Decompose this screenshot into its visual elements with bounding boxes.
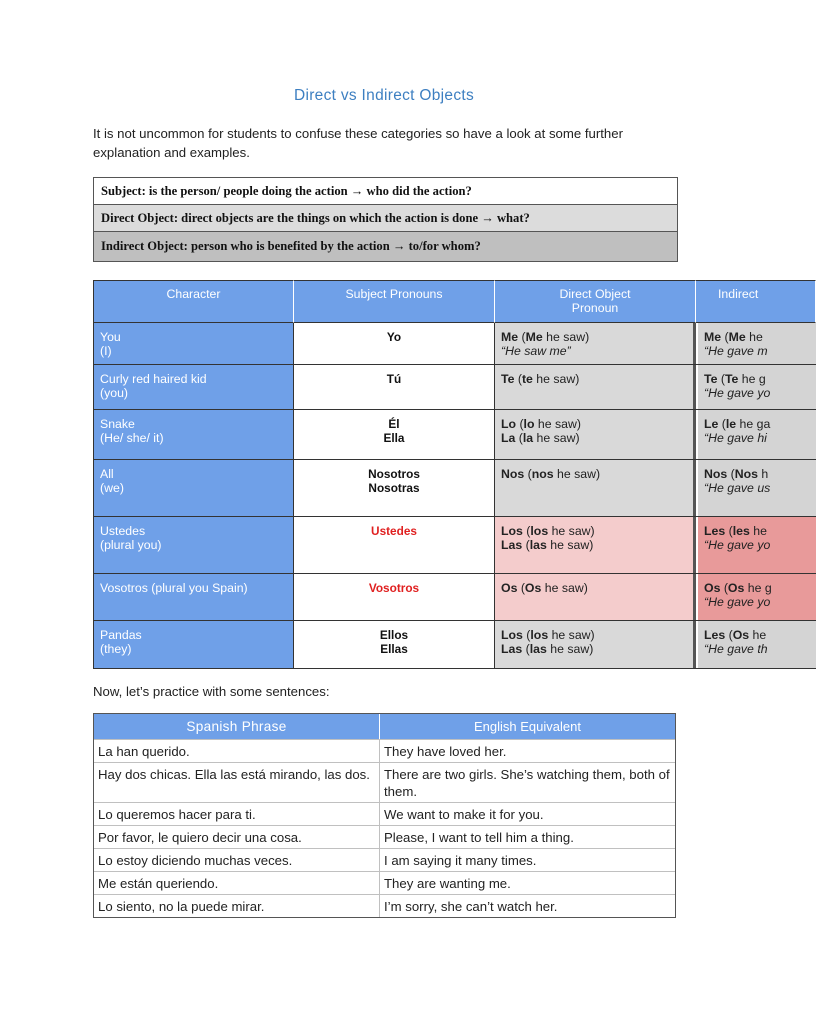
table-row: [94, 762, 675, 802]
spanish-phrase-cell: Me están queriendo.: [94, 872, 380, 894]
pronoun-row: [93, 460, 816, 517]
header-english-equivalent: English Equivalent: [380, 714, 675, 739]
cell-indirect-object-line: “He gave m: [704, 344, 768, 358]
header-spanish-phrase: Spanish Phrase: [94, 714, 380, 739]
sentence-table-header: [94, 714, 675, 739]
english-equivalent-cell: I’m sorry, she can’t watch her.: [384, 899, 558, 914]
cell-direct-object: [495, 621, 696, 668]
cell-character: [93, 410, 294, 459]
cell-character: [93, 517, 294, 573]
cell-direct-object-line: Los (los he saw): [501, 628, 595, 642]
pronoun-row: [93, 517, 816, 574]
practice-label: Now, let’s practice with some sentences:: [93, 684, 330, 699]
cell-subject-pronoun-line: Vosotros: [368, 581, 420, 595]
spanish-phrase-cell: Lo siento, no la puede mirar.: [94, 895, 380, 917]
cell-character-line: (they): [100, 642, 132, 656]
cell-character-line: Curly red haired kid: [100, 372, 207, 386]
cell-character-line: (we): [100, 481, 124, 495]
table-row: [94, 871, 675, 894]
cell-indirect-object-line: “He gave yo: [704, 538, 771, 552]
table-row: [94, 739, 675, 762]
spanish-phrase-cell: Hay dos chicas. Ella las está mirando, las dos.: [94, 763, 380, 802]
pronoun-table: [93, 280, 783, 670]
cell-indirect-object-line: Te (Te he g: [704, 372, 766, 386]
english-equivalent-cell: We want to make it for you.: [384, 807, 544, 822]
cell-subject-pronoun-line: Ella: [383, 431, 405, 445]
cell-subject-pronoun-line: Ustedes: [371, 524, 417, 538]
definitions-table: [93, 177, 678, 262]
english-equivalent-cell: There are two girls. She’s watching them, both of them.: [384, 767, 670, 799]
table-row: [94, 802, 675, 825]
cell-direct-object: [495, 460, 696, 516]
table-row: [94, 848, 675, 871]
pronoun-row: [93, 410, 816, 460]
definition-direct-object: Direct Object: direct objects are the things on which the action is done → what?: [94, 205, 677, 232]
cell-direct-object-line: “He saw me”: [501, 344, 571, 358]
spanish-phrase-cell: La han querido.: [94, 740, 380, 762]
cell-character-line: Snake: [100, 417, 135, 431]
cell-indirect-object-line: Les (les he: [704, 524, 767, 538]
cell-character-line: Ustedes: [100, 524, 146, 538]
header-character: Character: [93, 280, 294, 323]
cell-direct-object-line: Lo (lo he saw): [501, 417, 581, 431]
cell-indirect-object-line: Les (Os he: [704, 628, 767, 642]
english-equivalent-cell: I am saying it many times.: [384, 853, 537, 868]
intro-paragraph: It is not uncommon for students to confuse these categories so have a look at some further explanation and examples.: [93, 126, 623, 160]
cell-direct-object-line: La (la he saw): [501, 431, 580, 445]
cell-indirect-object-line: “He gave us: [704, 481, 771, 495]
cell-direct-object-line: Te (te he saw): [501, 372, 580, 386]
english-equivalent-cell: They have loved her.: [384, 744, 507, 759]
cell-indirect-object-line: “He gave yo: [704, 595, 771, 609]
header-indirect: Indirect: [696, 280, 816, 323]
cell-indirect-object: [698, 365, 816, 409]
cell-indirect-object: [698, 517, 816, 573]
english-equivalent-cell: Please, I want to tell him a thing.: [384, 830, 574, 845]
definition-subject: Subject: is the person/ people doing the action → who did the action?: [94, 178, 677, 205]
cell-character-line: Vosotros (plural you Spain): [100, 581, 248, 595]
header-subject-pronouns: Subject Pronouns: [294, 280, 495, 323]
cell-character: [93, 460, 294, 516]
cell-subject-pronoun-line: Tú: [386, 372, 402, 386]
cell-subject-pronoun: [294, 410, 495, 459]
cell-indirect-object-line: “He gave yo: [704, 386, 771, 400]
cell-subject-pronoun: [294, 517, 495, 573]
cell-indirect-object: [698, 460, 816, 516]
spanish-phrase-cell: Lo estoy diciendo muchas veces.: [94, 849, 380, 871]
cell-direct-object: [495, 365, 696, 409]
page-title: Direct vs Indirect Objects: [293, 87, 475, 104]
cell-indirect-object: [698, 621, 816, 668]
cell-direct-object-line: Las (las he saw): [501, 538, 594, 552]
cell-direct-object: [495, 410, 696, 459]
cell-subject-pronoun: [294, 323, 495, 364]
spanish-phrase-cell: Por favor, le quiero decir una cosa.: [94, 826, 380, 848]
cell-character-line: (plural you): [100, 538, 162, 552]
cell-character-line: (I): [100, 344, 112, 358]
cell-character: [93, 365, 294, 409]
cell-direct-object-line: Os (Os he saw): [501, 581, 588, 595]
cell-character: [93, 574, 294, 620]
cell-indirect-object-line: Nos (Nos h: [704, 467, 769, 481]
table-row: [94, 825, 675, 848]
definition-indirect-object: Indirect Object: person who is benefited by the action → to/for whom?: [94, 232, 677, 261]
cell-subject-pronoun-line: Yo: [386, 330, 402, 344]
cell-direct-object-line: Las (las he saw): [501, 642, 594, 656]
cell-indirect-object-line: “He gave hi: [704, 431, 767, 445]
cell-indirect-object-line: “He gave th: [704, 642, 768, 656]
cell-character-line: (you): [100, 386, 129, 400]
cell-subject-pronoun-line: Él: [388, 417, 400, 431]
cell-direct-object-line: Me (Me he saw): [501, 330, 590, 344]
table-row: [94, 894, 675, 917]
cell-subject-pronoun: [294, 621, 495, 668]
cell-subject-pronoun-line: Ellos: [379, 628, 409, 642]
cell-character-line: You: [100, 330, 121, 344]
cell-direct-object-line: Nos (nos he saw): [501, 467, 601, 481]
header-direct-object: [495, 280, 696, 323]
cell-character: [93, 621, 294, 668]
cell-indirect-object: [698, 574, 816, 620]
cell-direct-object: [495, 323, 696, 364]
cell-subject-pronoun-line: Nosotros: [368, 467, 420, 481]
cell-indirect-object-line: Me (Me he: [704, 330, 763, 344]
sentence-table: [93, 713, 676, 918]
cell-subject-pronoun-line: Ellas: [380, 642, 408, 656]
cell-indirect-object-line: Os (Os he g: [704, 581, 772, 595]
cell-indirect-object-line: Le (le he ga: [704, 417, 771, 431]
cell-subject-pronoun: [294, 365, 495, 409]
cell-character-line: All: [100, 467, 114, 481]
spanish-phrase-cell: Lo queremos hacer para ti.: [94, 803, 380, 825]
cell-subject-pronoun: [294, 574, 495, 620]
pronoun-row: [93, 365, 816, 410]
cell-character: [93, 323, 294, 364]
pronoun-row: [93, 574, 816, 621]
cell-direct-object-line: Los (los he saw): [501, 524, 595, 538]
cell-character-line: Pandas: [100, 628, 142, 642]
cell-indirect-object: [698, 410, 816, 459]
cell-subject-pronoun: [294, 460, 495, 516]
cell-indirect-object: [698, 323, 816, 364]
pronoun-row: [93, 621, 816, 669]
cell-direct-object: [495, 574, 696, 620]
cell-character-line: (He/ she/ it): [100, 431, 164, 445]
english-equivalent-cell: They are wanting me.: [384, 876, 511, 891]
header-direct-object-label: Direct Object Pronoun: [559, 287, 631, 315]
pronoun-row: [93, 323, 816, 365]
cell-subject-pronoun-line: Nosotras: [368, 481, 420, 495]
cell-direct-object: [495, 517, 696, 573]
